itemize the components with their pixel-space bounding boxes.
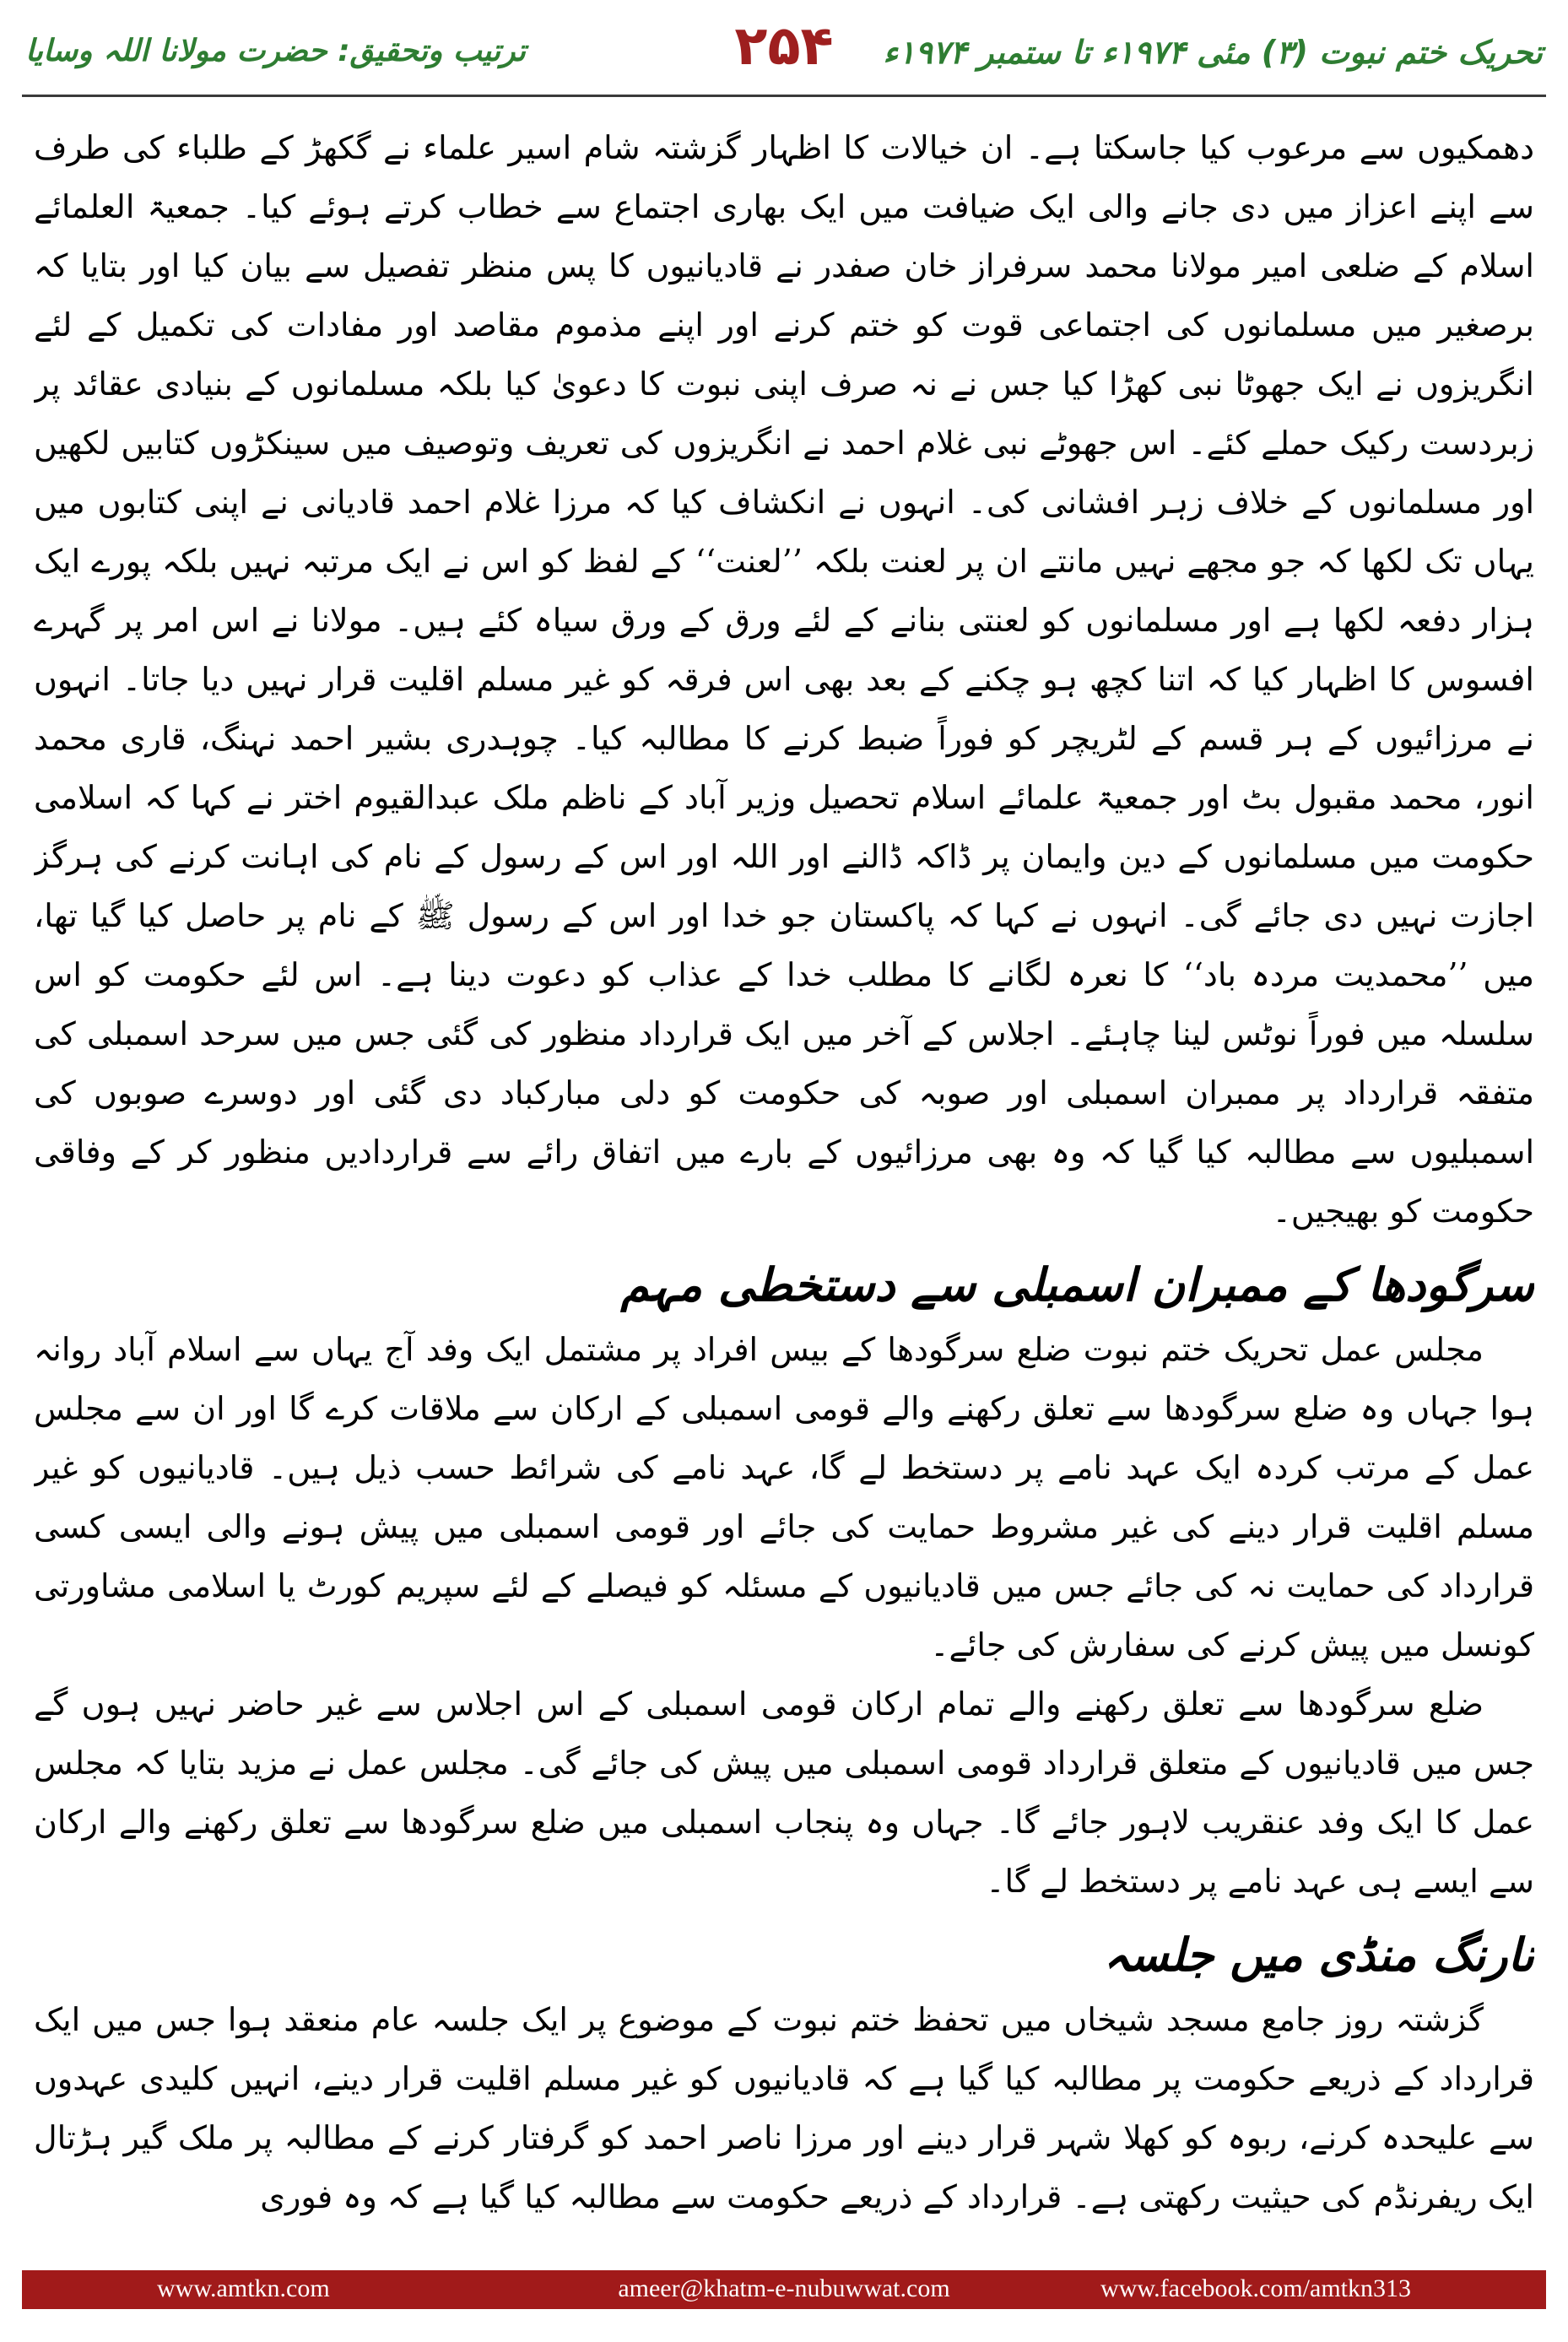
compiler-credit: ترتیب وتحقیق: حضرت مولانا اللہ وسایا	[25, 34, 527, 68]
heading-sargodha-campaign: سرگودھا کے ممبران اسمبلی سے دستخطی مہم	[620, 1258, 1534, 1312]
facebook-link[interactable]: www.facebook.com/amtkn313	[1100, 2274, 1411, 2302]
paragraph-sargodha-members: ضلع سرگودھا سے تعلق رکھنے والے تمام ارکان قومی اسمبلی کے اس اجلاس سے غیر حاضر نہیں ہوں گے جس میں قادیانیوں کے متعلق قرارداد قومی اسمبلی میں پیش کی جائے گی۔ مجلس عمل نے مزید بتایا کہ مجلس عمل کا ایک وفد عنقریب لاہور جائے گا۔ جہاں وہ پنجاب اسمبلی میں ضلع سرگودھا سے تعلق رکھنے والے ارکان سے ایسے ہی عہد نامے پر دستخط لے گا۔	[34, 1685, 1534, 1900]
page-number: ۲۵۴	[734, 15, 834, 78]
website-link[interactable]: www.amtkn.com	[157, 2274, 330, 2302]
page-body	[34, 118, 1534, 2262]
header-divider	[22, 95, 1546, 97]
heading-narang-mandi: نارنگ منڈی میں جلسہ	[1103, 1928, 1534, 1982]
book-title: تحریک ختم نبوت (۳) مئی ۱۹۷۴ء تا ستمبر ۱۹۷۴ء	[883, 34, 1543, 71]
email-link[interactable]: ameer@khatm-e-nubuwwat.com	[618, 2274, 950, 2302]
paragraph-gakhar-meeting: دھمکیوں سے مرعوب کیا جاسکتا ہے۔ ان خیالات کا اظہار گزشتہ شام اسیر علماء نے گکھڑ کے طلباء کی طرف سے اپنے اعزاز میں دی جانے والی ایک ضیافت میں ایک بھاری اجتماع سے خطاب کرتے ہوئے کیا۔ جمعیۃ العلمائے اسلام کے ضلعی امیر مولانا محمد سرفراز خان صفدر نے قادیانیوں کا پس منظر تفصیل سے بیان کیا اور بتایا کہ برصغیر میں مسلمانوں کی اجتماعی قوت کو ختم کرنے اور اپنے مذموم مقاصد اور مفادات کی تکمیل کے لئے انگریزوں نے ایک جھوٹا نبی کھڑا کیا جس نے نہ صرف اپنی نبوت کا دعویٰ کیا بلکہ مسلمانوں کے بنیادی عقائد پر زبردست رکیک حملے کئے۔ اس جھوٹے نبی غلام احمد نے انگریزوں کی تعریف وتوصیف میں سینکڑوں کتابیں لکھیں اور مسلمانوں کے خلاف زہر افشانی کی۔ انہوں نے انکشاف کیا کہ مرزا غلام احمد قادیانی نے اپنی کتابوں میں یہاں تک لکھا کہ جو مجھے نہیں مانتے ان پر لعنت بلکہ ’’لعنت‘‘ کے لفظ کو اس نے ایک مرتبہ نہیں بلکہ پورے ایک ہزار دفعہ لکھا ہے اور مسلمانوں کو لعنتی بنانے کے لئے ورق کے ورق سیاہ کئے ہیں۔ مولانا نے اس امر پر گہرے افسوس کا اظہار کیا کہ اتنا کچھ ہو چکنے کے بعد بھی اس فرقہ کو غیر مسلم اقلیت قرار نہیں دیا جاتا۔ انہوں نے مرزائیوں کے ہر قسم کے لٹریچر کو فوراً ضبط کرنے کا مطالبہ کیا۔ چوہدری بشیر احمد نہنگ، قاری محمد انور، محمد مقبول بٹ اور جمعیۃ علمائے اسلام تحصیل وزیر آباد کے ناظم ملک عبدالقیوم اختر نے کہا کہ اسلامی حکومت میں مسلمانوں کے دین وایمان پر ڈاکہ ڈالنے اور اللہ اور اس کے رسول کے نام کی اہانت کرنے کی ہرگز اجازت نہیں دی جائے گی۔ انہوں نے کہا کہ پاکستان جو خدا اور اس کے رسول ﷺ کے نام پر حاصل کیا گیا تھا، میں ’’محمدیت مردہ باد‘‘ کا نعرہ لگانے کا مطلب خدا کے عذاب کو دعوت دینا ہے۔ اس لئے حکومت کو اس سلسلہ میں فوراً نوٹس لینا چاہئے۔ اجلاس کے آخر میں ایک قرارداد منظور کی گئی جس میں سرحد اسمبلی کی متفقہ قرارداد پر ممبران اسمبلی اور صوبہ کی حکومت کو دلی مبارکباد دی گئی اور دوسرے صوبوں کی اسمبلیوں سے مطالبہ کیا گیا کہ وہ بھی مرزائیوں کے بارے میں اتفاق رائے سے قراردادیں منظور کر کے وفاقی حکومت کو بھیجیں۔	[34, 129, 1534, 1230]
page-footer	[22, 2270, 1546, 2309]
page-header	[0, 0, 1568, 101]
paragraph-sargodha-delegation: مجلس عمل تحریک ختم نبوت ضلع سرگودھا کے بیس افراد پر مشتمل ایک وفد آج یہاں سے اسلام آباد روانہ ہوا جہاں وہ ضلع سرگودھا سے تعلق رکھنے والے قومی اسمبلی کے ارکان سے ملاقات کرے گا اور ان سے مجلس عمل کے مرتب کردہ ایک عہد نامے پر دستخط لے گا، عہد نامے کی شرائط حسب ذیل ہیں۔ قادیانیوں کو غیر مسلم اقلیت قرار دینے کی غیر مشروط حمایت کی جائے اور قومی اسمبلی میں پیش ہونے والی ایسی کسی قرارداد کی حمایت نہ کی جائے جس میں قادیانیوں کے مسئلہ کو فیصلے کے لئے سپریم کورٹ یا اسلامی مشاورتی کونسل میں پیش کرنے کی سفارش کی جائے۔	[34, 1331, 1534, 1663]
paragraph-narang-mandi-rally: گزشتہ روز جامع مسجد شیخاں میں تحفظ ختم نبوت کے موضوع پر ایک جلسہ عام منعقد ہوا جس میں ایک قرارداد کے ذریعے حکومت پر مطالبہ کیا گیا ہے کہ قادیانیوں کو غیر مسلم اقلیت قرار دینے، انہیں کلیدی عہدوں سے علیحدہ کرنے، ربوہ کو کھلا شہر قرار دینے اور مرزا ناصر احمد کو گرفتار کرنے کے مطالبہ پر ملک گیر ہڑتال ایک ریفرنڈم کی حیثیت رکھتی ہے۔ قرارداد کے ذریعے حکومت سے مطالبہ کیا گیا ہے کہ وہ فوری	[34, 2001, 1534, 2215]
